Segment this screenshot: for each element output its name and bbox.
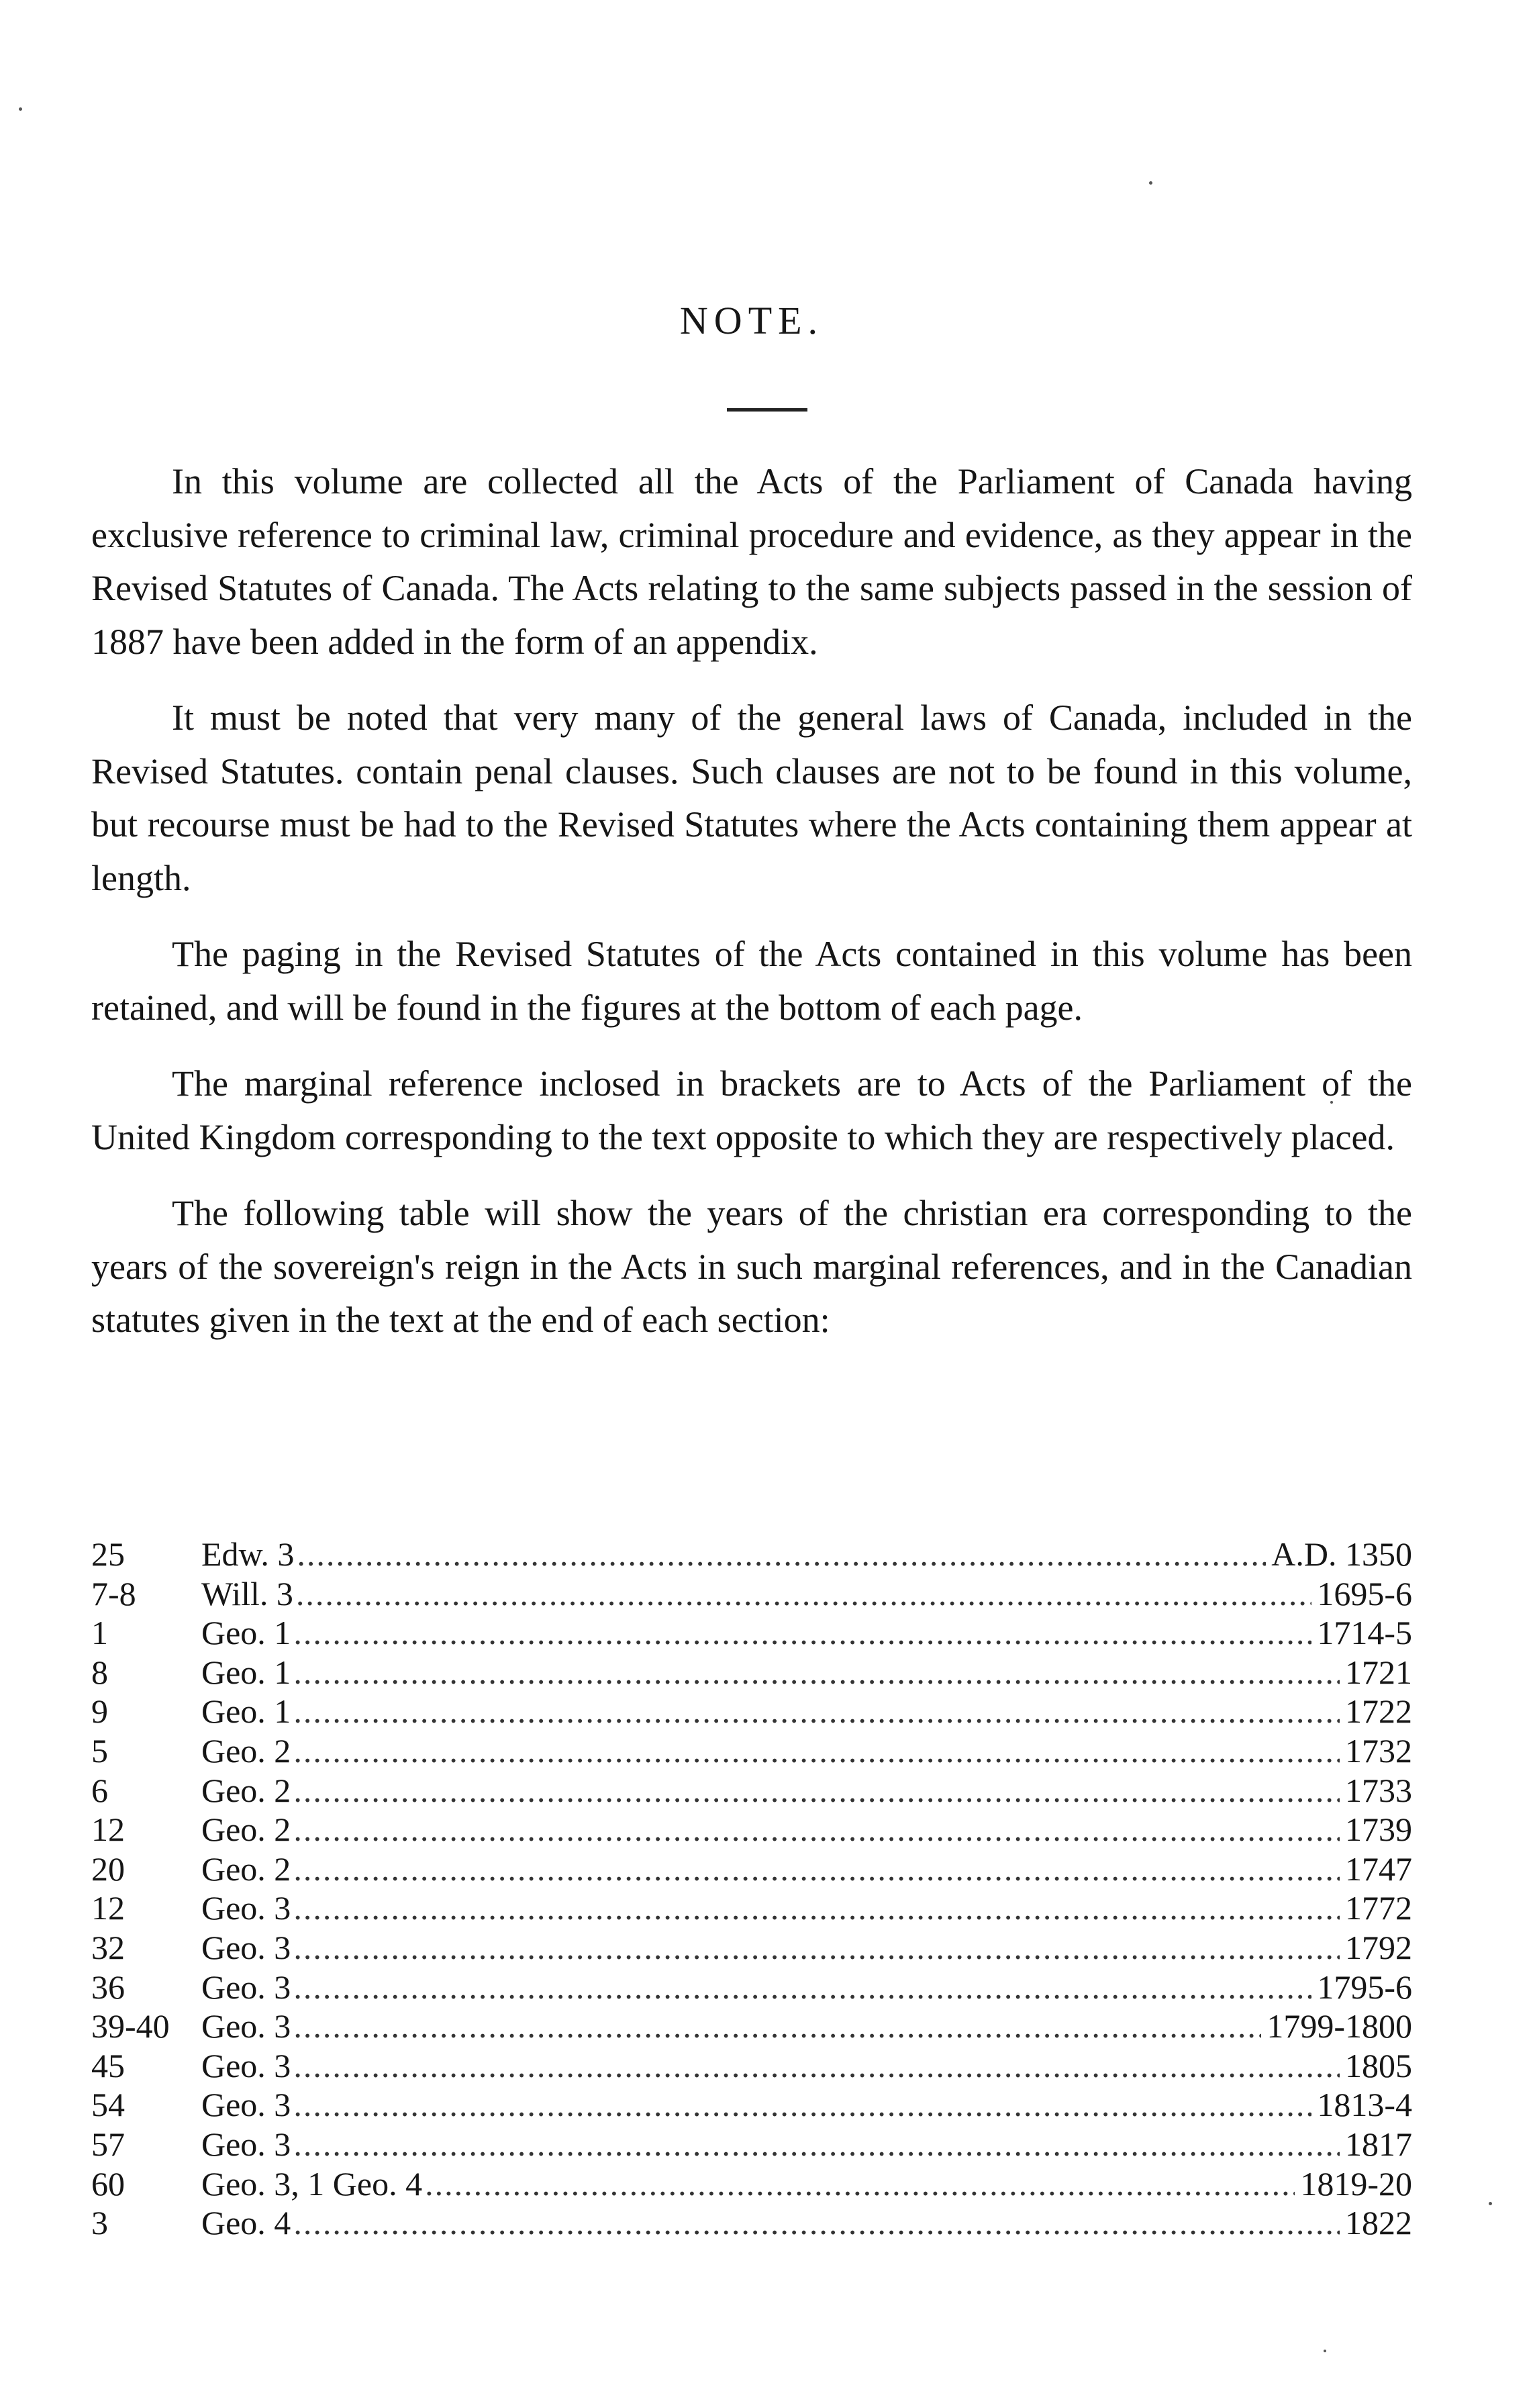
table-row [91,1771,1412,1811]
dot-leader [296,1574,1311,1614]
dot-leader [293,1810,1340,1849]
dot-leader [293,2125,1340,2164]
dot-leader [293,2203,1340,2243]
regnal-number: 9 [91,1692,108,1731]
regnal-number: 6 [91,1771,108,1809]
regnal-number: 39-40 [91,2007,170,2045]
paragraph: The following table will show the years of the christian era corresponding to the years of the sovereign's reign in the Acts in such marginal references, and in the Canadian statutes given in the text at the end of each section: [91,1193,1412,1340]
sovereign: Geo. 2 [201,1731,291,1770]
calendar-year: 1799-1800 [1267,2007,1412,2045]
calendar-year: 1819-20 [1300,2164,1412,2203]
table-row [91,1692,1412,1731]
table-row [91,1849,1412,1889]
dot-leader [293,1613,1311,1653]
calendar-year: 1795-6 [1317,1968,1412,2006]
sovereign: Geo. 1 [201,1653,291,1691]
table-row [91,1574,1412,1614]
dot-leader [293,1849,1340,1889]
regnal-number: 8 [91,1653,108,1691]
table-row [91,1535,1412,1574]
dot-leader [297,1535,1266,1574]
dot-leader [293,2007,1261,2046]
sovereign: Geo. 3 [201,1889,291,1927]
regnal-number: 45 [91,2046,125,2084]
dot-leader [293,1888,1340,1928]
sovereign: Geo. 3 [201,2007,291,2045]
calendar-year: 1721 [1345,1653,1412,1691]
dot-leader [293,2085,1311,2125]
calendar-year: 1739 [1345,1811,1412,1849]
calendar-year: 1747 [1345,1849,1412,1888]
dot-leader [293,2046,1340,2086]
print-speck [1489,2202,1492,2205]
sovereign: Geo. 1 [201,1614,291,1652]
table-row [91,1653,1412,1692]
sovereign: Will. 3 [201,1574,293,1612]
sovereign: Geo. 2 [201,1849,291,1888]
sovereign: Geo. 3 [201,2125,291,2163]
table-row [91,2007,1412,2046]
dot-leader [293,1731,1340,1771]
dot-leader [425,2164,1295,2204]
dot-leader [293,1968,1311,2007]
table-row [91,1731,1412,1771]
regnal-number: 12 [91,1889,125,1927]
sovereign: Geo. 1 [201,1692,291,1731]
regnal-number: 57 [91,2125,125,2163]
calendar-year: 1792 [1345,1928,1412,1966]
table-row [91,1928,1412,1968]
calendar-year: 1714-5 [1317,1614,1412,1652]
print-speck [19,107,22,111]
table-row [91,2164,1412,2204]
paragraph: It must be noted that very many of the general laws of Canada, included in the Revised Statutes. contain penal clauses. Such clauses are not to be found in this volume, but recourse must be had to the Revised Statutes where the Acts containing them appear at length. [91,697,1412,898]
regnal-number: 54 [91,2086,125,2124]
calendar-year: 1772 [1345,1889,1412,1927]
sovereign: Geo. 4 [201,2204,291,2242]
paragraph: The paging in the Revised Statutes of the Acts contained in this volume has been retained, and will be found in the figures at the bottom of each page. [91,934,1412,1028]
paragraph: In this volume are collected all the Acts of the Parliament of Canada having exclusive reference to criminal law, criminal procedure and evidence, as they appear in the Revised Statutes of Canada. The Acts relating to the same subjects passed in the session of 1887 have been added in the form of an appendix. [91,461,1412,662]
calendar-year: 1732 [1345,1731,1412,1770]
regnal-number: 3 [91,2204,108,2242]
print-speck [1324,2350,1326,2352]
regnal-number: 12 [91,1811,125,1849]
title-rule [727,408,807,412]
print-speck [1149,181,1152,185]
calendar-year: 1813-4 [1317,2086,1412,2124]
paragraph: The marginal reference inclosed in brackets are to Acts of the Parliament of the United Kingdom corresponding to the text opposite to which they are respectively placed. [91,1063,1412,1157]
table-row [91,1888,1412,1928]
regnal-number: 36 [91,1968,125,2006]
calendar-year: 1822 [1345,2204,1412,2242]
regnal-number: 1 [91,1614,108,1652]
calendar-year: 1695-6 [1317,1574,1412,1612]
table-row [91,2125,1412,2164]
table-row [91,1810,1412,1849]
calendar-year: 1805 [1345,2046,1412,2084]
table-row [91,2046,1412,2086]
sovereign: Geo. 3 [201,1928,291,1966]
sovereign: Geo. 3 [201,2086,291,2124]
dot-leader [293,1653,1340,1692]
sovereign: Geo. 3 [201,2046,291,2084]
sovereign: Edw. 3 [201,1535,295,1573]
regnal-number: 5 [91,1731,108,1770]
dot-leader [293,1771,1340,1811]
table-row [91,2085,1412,2125]
regnal-number: 32 [91,1928,125,1966]
dot-leader [293,1692,1340,1731]
table-row [91,1968,1412,2007]
dot-leader [293,1928,1340,1968]
regnal-year-table [91,1535,1412,2243]
note-body [91,455,1412,1370]
sovereign: Geo. 2 [201,1811,291,1849]
regnal-number: 60 [91,2164,125,2203]
calendar-year: 1733 [1345,1771,1412,1809]
calendar-year: 1817 [1345,2125,1412,2163]
regnal-number: 7-8 [91,1574,136,1612]
sovereign: Geo. 2 [201,1771,291,1809]
page-title: NOTE. [679,299,824,342]
calendar-year: 1722 [1345,1692,1412,1731]
table-row [91,2203,1412,2243]
regnal-number: 20 [91,1849,125,1888]
table-row [91,1613,1412,1653]
sovereign: Geo. 3 [201,1968,291,2006]
regnal-number: 25 [91,1535,125,1573]
sovereign: Geo. 3, 1 Geo. 4 [201,2164,423,2203]
calendar-year: A.D. 1350 [1271,1535,1412,1573]
